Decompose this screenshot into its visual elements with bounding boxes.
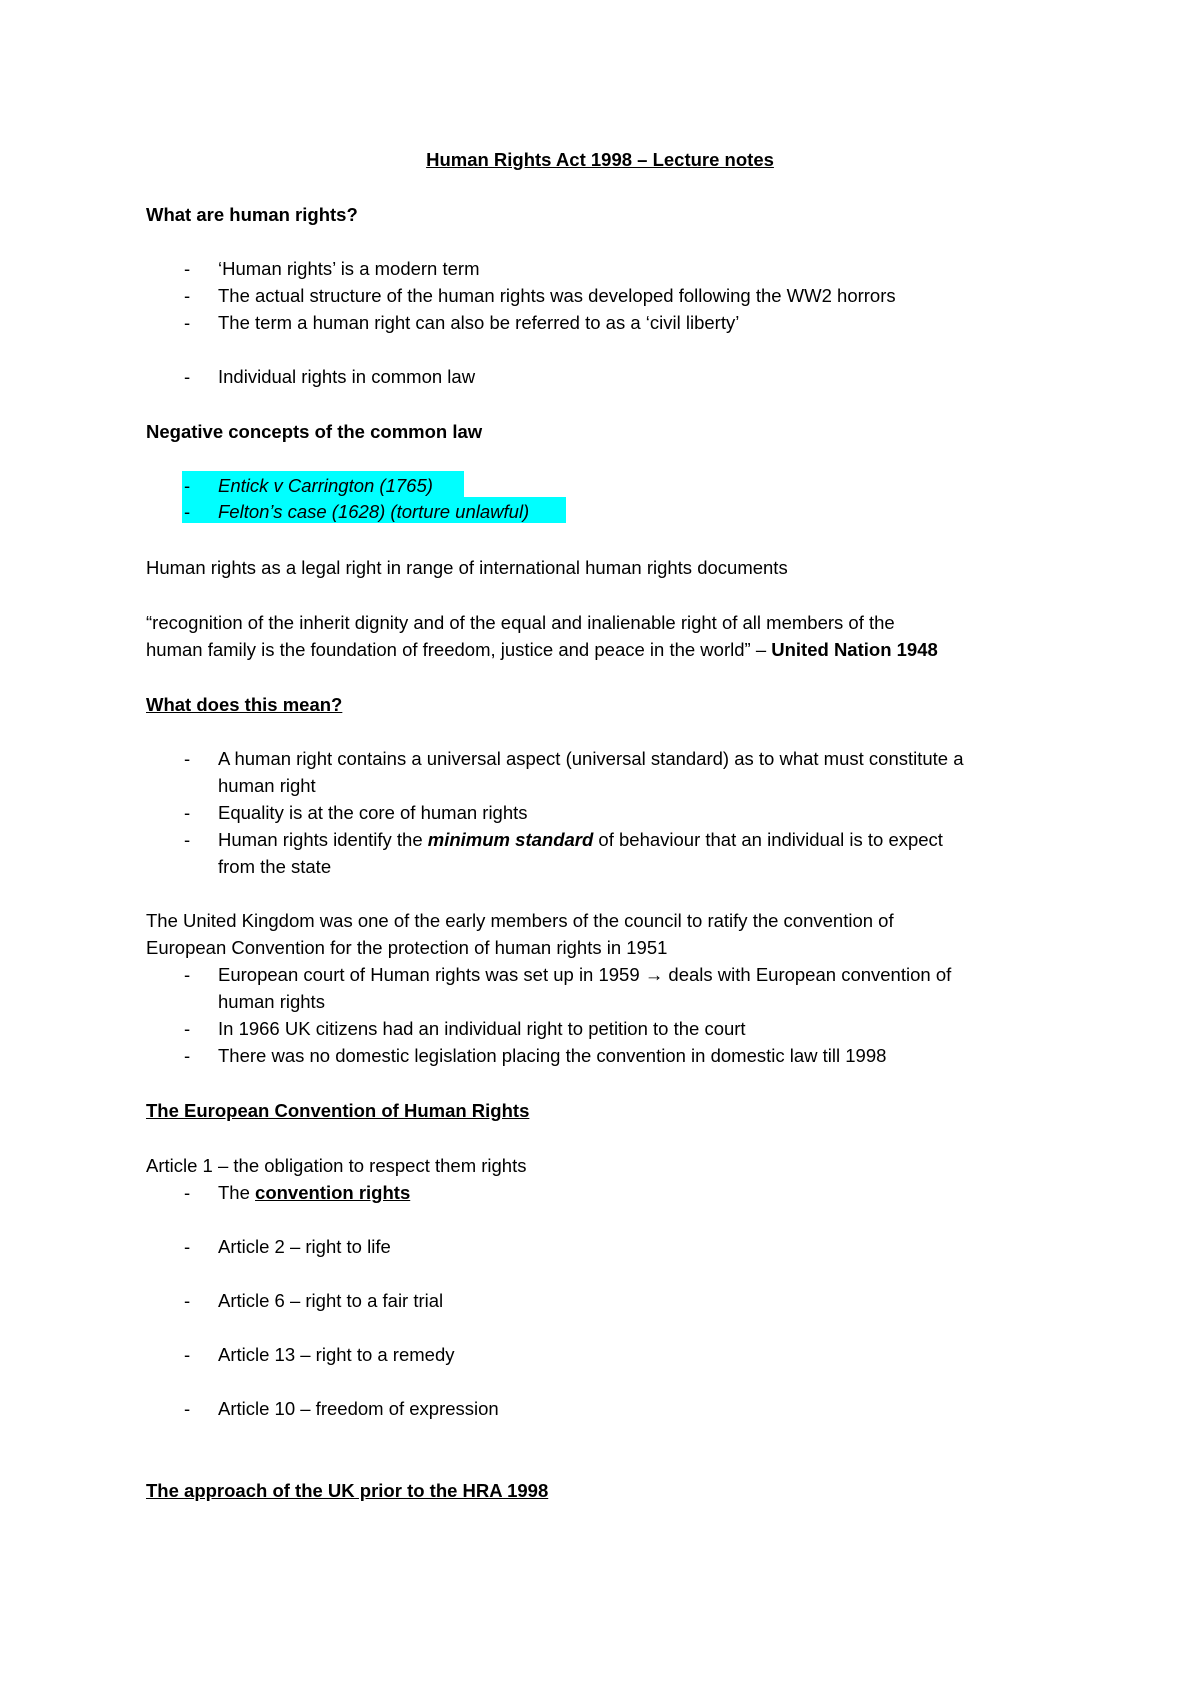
bullet-dash: - xyxy=(184,748,191,769)
quote-line-1: “recognition of the inherit dignity and of the equal and inalienable right of all members of the xyxy=(146,612,895,633)
text-span: of behaviour that an individual is to expect xyxy=(593,829,943,850)
paragraph-legal-right: Human rights as a legal right in range of international human rights documents xyxy=(146,557,788,578)
list-item: ‘Human rights’ is a modern term xyxy=(218,258,480,279)
list-item: The actual structure of the human rights was developed following the WW2 horrors xyxy=(218,285,896,306)
list-item: A human right contains a universal aspect (universal standard) as to what must constitute a xyxy=(218,748,964,769)
list-item: European court of Human rights was set up in 1959 → deals with European convention of xyxy=(218,964,952,985)
quote-line-2 xyxy=(146,638,938,662)
paragraph-uk-line-1: The United Kingdom was one of the early members of the council to ratify the convention of xyxy=(146,910,894,931)
paragraph-uk-line-2: European Convention for the protection of human rights in 1951 xyxy=(146,937,668,958)
bullet-dash: - xyxy=(184,1182,191,1203)
list-item-article-6: Article 6 – right to a fair trial xyxy=(218,1290,444,1311)
list-item: In 1966 UK citizens had an individual right to petition to the court xyxy=(218,1018,746,1039)
bullet-dash: - xyxy=(184,366,191,387)
quote-source: United Nation 1948 xyxy=(771,639,938,660)
bullet-dash: - xyxy=(184,312,191,333)
list-item: The term a human right can also be referred to as a ‘civil liberty’ xyxy=(218,312,740,333)
heading-approach-uk: The approach of the UK prior to the HRA 1998 xyxy=(146,1480,549,1501)
bullet-dash: - xyxy=(184,1018,191,1039)
bullet-dash: - xyxy=(184,1236,191,1257)
quote-text: human family is the foundation of freedom, justice and peace in the world” – xyxy=(146,639,772,660)
bullet-dash: - xyxy=(184,501,191,522)
convention-rights-text: convention rights xyxy=(255,1182,411,1203)
bullet-dash: - xyxy=(184,285,191,306)
list-item-continued: from the state xyxy=(218,856,332,877)
paragraph-article-1: Article 1 – the obligation to respect them rights xyxy=(146,1155,527,1176)
list-item xyxy=(218,828,943,852)
list-item-article-2: Article 2 – right to life xyxy=(218,1236,391,1257)
case-entick-v-carrington: Entick v Carrington (1765) xyxy=(218,475,433,496)
text-span: Human rights identify the xyxy=(218,829,428,850)
bullet-dash: - xyxy=(184,1290,191,1311)
page-title: Human Rights Act 1998 – Lecture notes xyxy=(426,149,774,170)
heading-what-are-human-rights: What are human rights? xyxy=(146,204,358,225)
bullet-dash: - xyxy=(184,1344,191,1365)
emphasis-minimum-standard: minimum standard xyxy=(427,829,594,850)
heading-negative-concepts: Negative concepts of the common law xyxy=(146,421,483,442)
list-item xyxy=(218,1181,410,1205)
case-feltons-case: Felton’s case (1628) (torture unlawful) xyxy=(218,501,530,522)
list-item: There was no domestic legislation placing the convention in domestic law till 1998 xyxy=(218,1045,887,1066)
heading-echr: The European Convention of Human Rights xyxy=(146,1100,530,1121)
bullet-dash: - xyxy=(184,829,191,850)
list-item: Individual rights in common law xyxy=(218,366,476,387)
bullet-dash: - xyxy=(184,964,191,985)
list-item-continued: human rights xyxy=(218,991,325,1012)
list-item: Equality is at the core of human rights xyxy=(218,802,528,823)
bullet-dash: - xyxy=(184,802,191,823)
list-item-article-13: Article 13 – right to a remedy xyxy=(218,1344,455,1365)
bullet-dash: - xyxy=(184,1398,191,1419)
list-item-article-10: Article 10 – freedom of expression xyxy=(218,1398,499,1419)
text-span: The xyxy=(218,1182,256,1203)
bullet-dash: - xyxy=(184,1045,191,1066)
bullet-dash: - xyxy=(184,258,191,279)
heading-what-does-this-mean: What does this mean? xyxy=(146,694,343,715)
bullet-dash: - xyxy=(184,475,191,496)
list-item-continued: human right xyxy=(218,775,316,796)
